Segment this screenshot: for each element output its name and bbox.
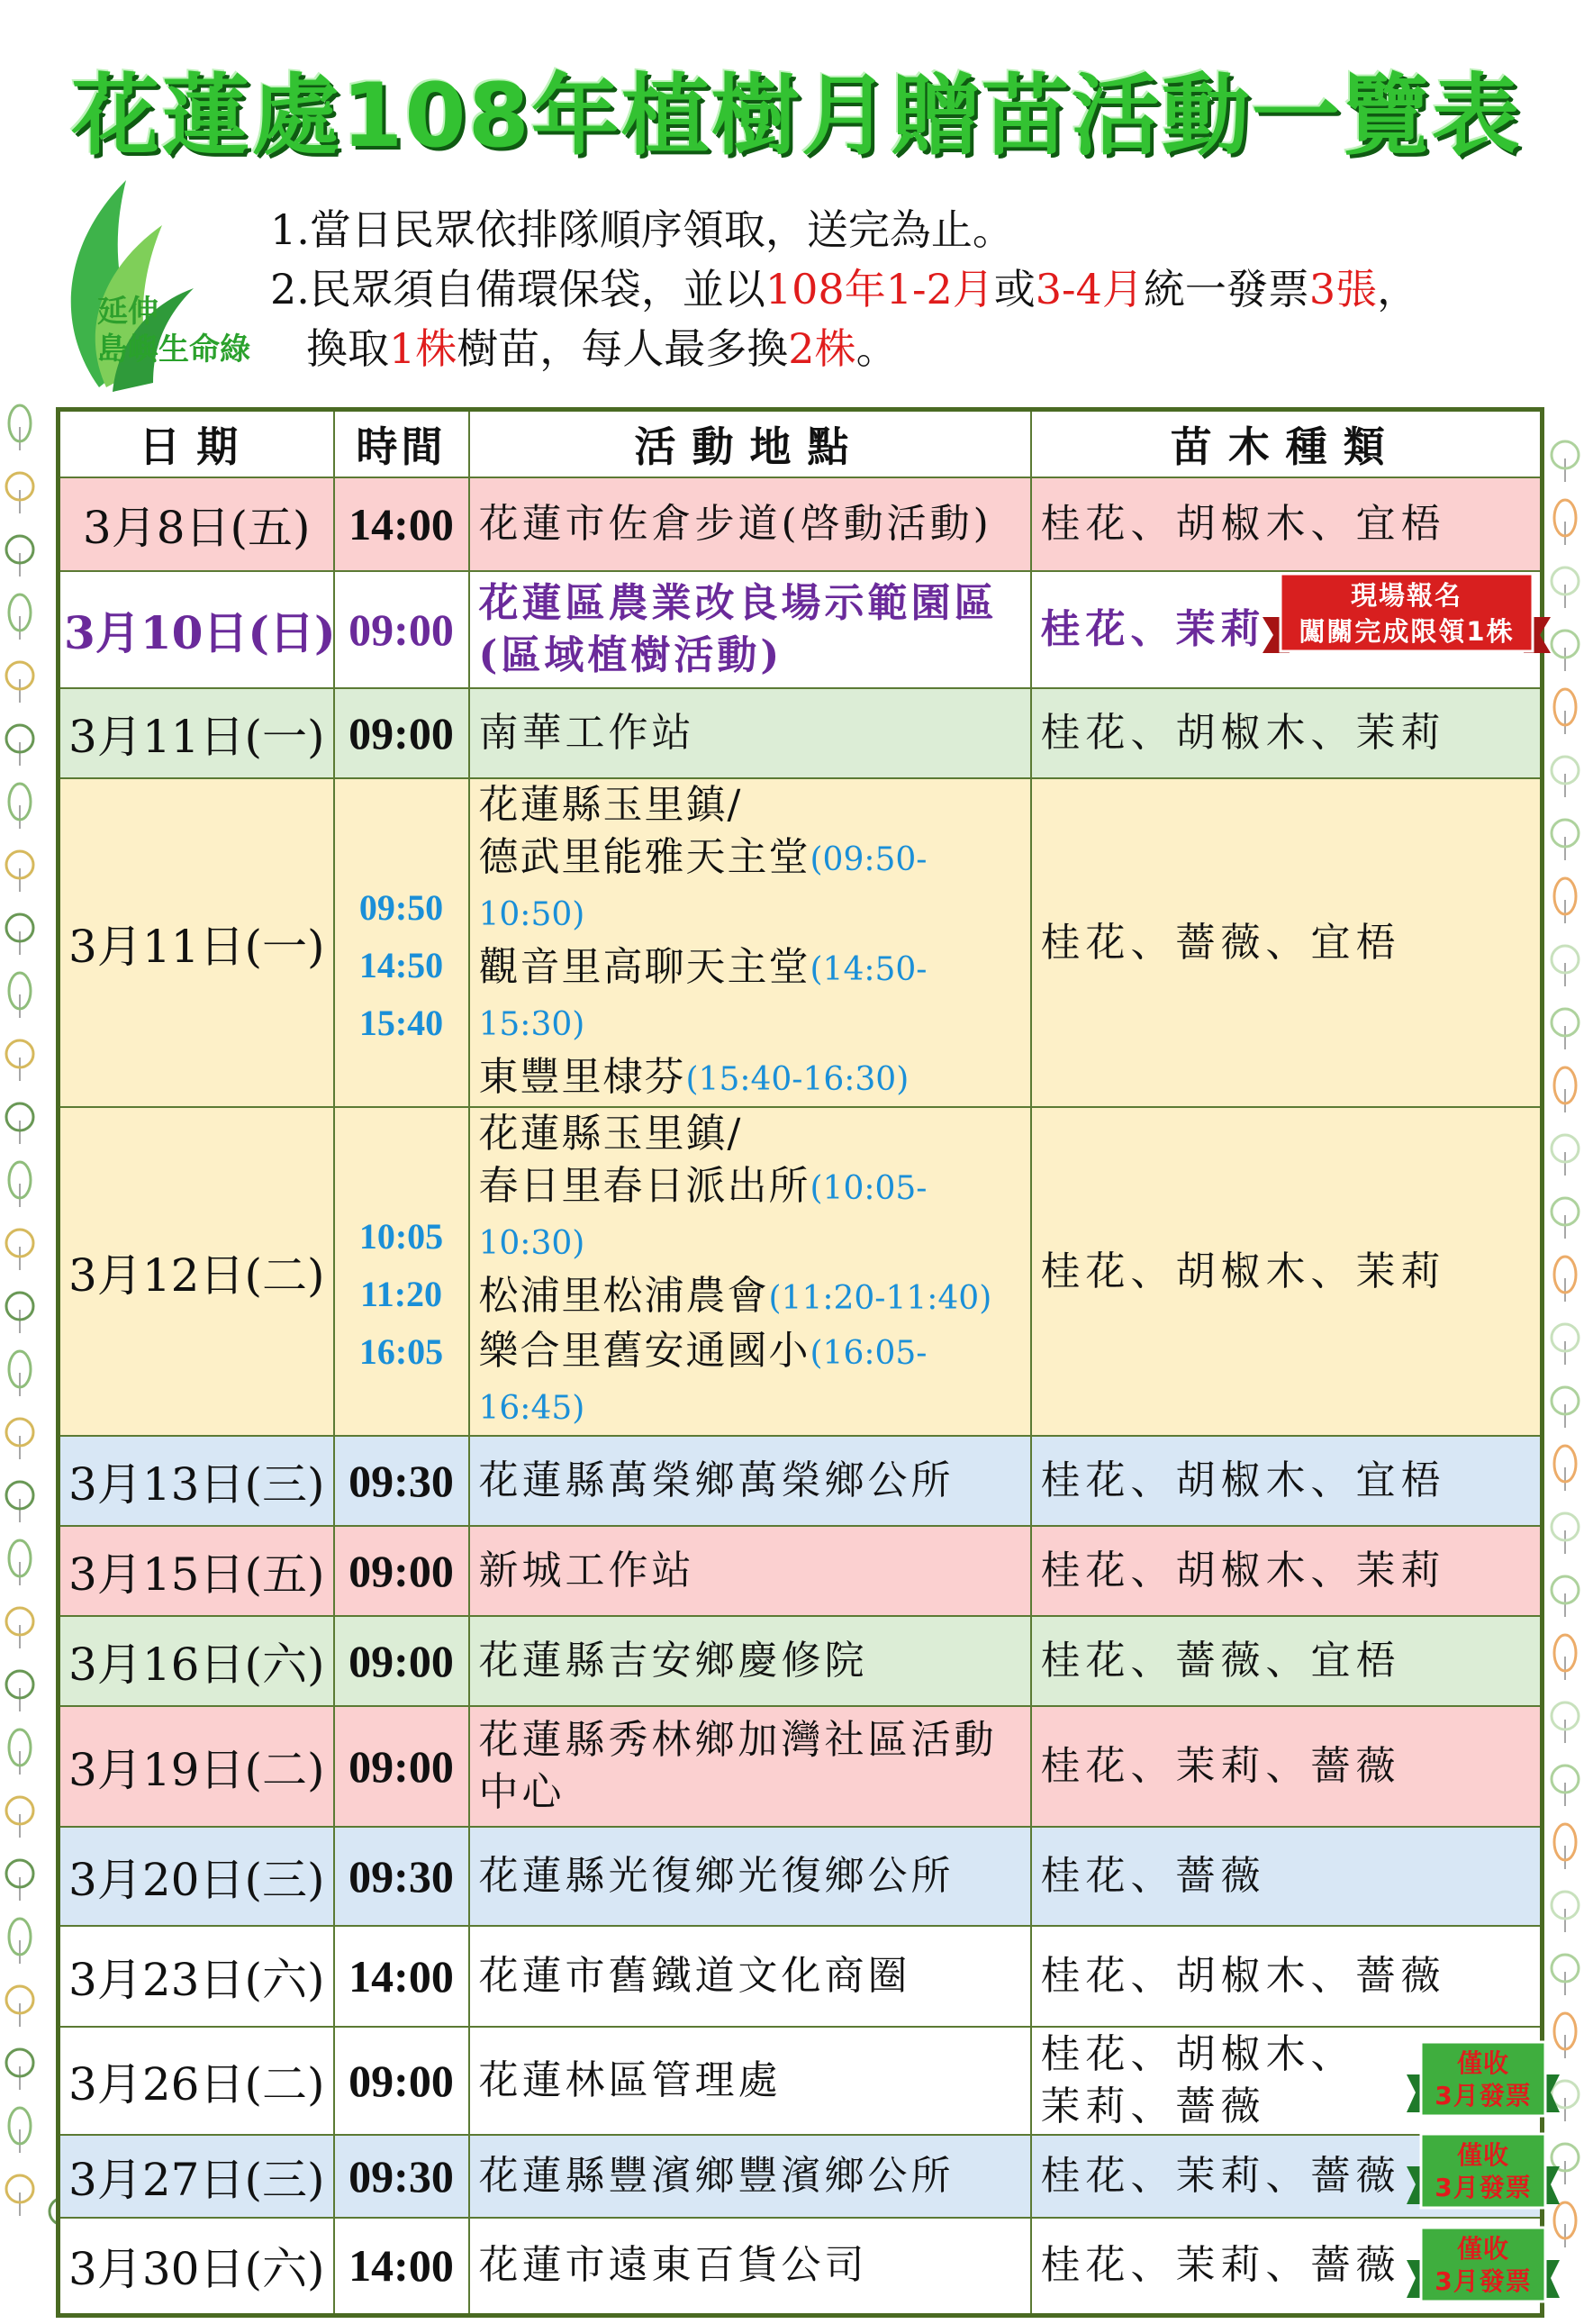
row-location: 花蓮市舊鐵道文化商圈	[469, 1926, 1031, 2027]
table-row	[59, 1107, 1543, 1436]
row-location	[469, 778, 1031, 1107]
row-location	[469, 571, 1031, 688]
tree-crown-icon	[9, 2108, 31, 2144]
tree-crown-icon	[9, 1919, 31, 1955]
sub-place: 德武里能雅天主堂	[478, 834, 810, 880]
sub-place: 松浦里松浦農會	[478, 1273, 769, 1319]
badge-text	[1263, 577, 1551, 649]
row-location: 新城工作站	[469, 1526, 1031, 1616]
tree-crown-icon	[1552, 946, 1579, 973]
location-head: 花蓮縣玉里鎮/	[478, 1111, 743, 1157]
notice-highlight: 2株	[788, 324, 856, 373]
tree-crown-icon	[1552, 1766, 1579, 1793]
row-date: 3月19日(二)	[59, 1706, 334, 1827]
leaf-logo-icon	[36, 171, 288, 405]
tree-crown-icon	[6, 1293, 33, 1320]
location-sub	[479, 1051, 1021, 1106]
tree-crown-icon	[1552, 757, 1579, 784]
tree-crown-icon	[6, 1482, 33, 1509]
row-location: 花蓮縣萬榮鄉萬榮鄉公所	[469, 1436, 1031, 1526]
row-trees	[1031, 2027, 1543, 2135]
logo-line-1: 延伸	[97, 294, 158, 330]
notice-text: 統一發票	[1143, 265, 1309, 313]
time-slot: 09:50	[358, 886, 444, 928]
tree-crown-icon	[1554, 1635, 1576, 1671]
march-invoice-badge	[1407, 2130, 1560, 2217]
badge-line-1: 僅收	[1456, 2048, 1509, 2078]
row-trees	[1031, 2135, 1543, 2218]
tree-crown-icon	[1554, 500, 1576, 536]
tree-crown-icon	[6, 662, 33, 689]
tree-crown-icon	[6, 1040, 33, 1067]
tree-crown-icon	[9, 1729, 31, 1766]
tree-crown-icon	[9, 1351, 31, 1387]
notice-1: 1.當日民眾依排隊順序領取，送完為止。	[270, 205, 1014, 254]
notice-text: 樹苗，每人最多換	[457, 324, 789, 373]
badge-text	[1407, 2233, 1560, 2298]
tree-crown-icon	[6, 1608, 33, 1635]
location-sub	[479, 1325, 1021, 1435]
time-slot: 14:50	[358, 944, 444, 985]
tree-crown-icon	[6, 1671, 33, 1698]
table-row	[59, 1827, 1543, 1926]
row-date: 3月13日(三)	[59, 1436, 334, 1526]
notice-highlight: 3張	[1308, 265, 1378, 313]
row-time: 09:30	[334, 1436, 469, 1526]
row-location	[469, 1706, 1031, 1827]
tree-crown-icon	[1552, 1955, 1579, 1982]
notice-text: 或	[993, 265, 1036, 313]
tree-crown-icon	[6, 2175, 33, 2202]
row-trees: 桂花、胡椒木、茉莉	[1031, 688, 1543, 778]
table-row	[59, 778, 1543, 1107]
row-date: 3月27日(三)	[59, 2135, 334, 2218]
table-header-row	[59, 410, 1543, 478]
row-location: 花蓮市遠東百貨公司	[469, 2218, 1031, 2315]
row-time: 09:00	[334, 1616, 469, 1706]
row-date: 3月8日(五)	[59, 477, 334, 571]
location-sub	[479, 831, 1021, 941]
row-time	[334, 1107, 469, 1436]
row-date: 3月15日(五)	[59, 1526, 334, 1616]
table-row	[59, 1706, 1543, 1827]
location-line-2: 中心	[478, 1769, 566, 1815]
sub-time: (10:05-10:30)	[478, 1170, 928, 1262]
table-row	[59, 688, 1543, 778]
sub-place: 觀音里高聊天主堂	[478, 944, 810, 990]
row-date: 3月20日(三)	[59, 1827, 334, 1926]
row-date: 3月11日(一)	[59, 778, 334, 1107]
row-trees: 桂花、薔薇	[1031, 1827, 1543, 1926]
tree-crown-icon	[1552, 820, 1579, 847]
sub-time: (14:50-15:30)	[478, 951, 928, 1043]
tree-crown-icon	[1552, 441, 1579, 468]
row-time: 09:00	[334, 1706, 469, 1827]
header-location: 活動地點	[469, 410, 1031, 478]
badge-line-1: 僅收	[1456, 2234, 1509, 2264]
row-location: 花蓮市佐倉步道(啓動活動)	[469, 477, 1031, 571]
table-row	[59, 1436, 1543, 1526]
row-trees: 桂花、胡椒木、薔薇	[1031, 1926, 1543, 2027]
tree-crown-icon	[6, 1419, 33, 1446]
tree-crown-icon	[1552, 1009, 1579, 1036]
tree-crown-icon	[9, 784, 31, 820]
trees-text: 桂花、茉莉、薔薇	[1040, 2242, 1401, 2289]
page-title: 花蓮處108年植樹月贈苗活動一覽表	[71, 65, 1522, 168]
row-time: 09:00	[334, 688, 469, 778]
row-trees: 桂花、胡椒木、茉莉	[1031, 1107, 1543, 1436]
row-time	[334, 778, 469, 1107]
tree-crown-icon	[6, 725, 33, 752]
notice-text: 2.民眾須自備環保袋，並以	[270, 265, 765, 313]
badge-line-2: 3月發票	[1435, 2173, 1532, 2202]
time-slot: 15:40	[358, 1002, 444, 1043]
notice-highlight: 3-4月	[1035, 265, 1144, 313]
badge-text	[1407, 2139, 1560, 2204]
row-date: 3月30日(六)	[59, 2218, 334, 2315]
location-line-1: 花蓮縣秀林鄉加灣社區活動	[478, 1717, 998, 1763]
tree-crown-icon	[1554, 1446, 1576, 1482]
notice-text: ，	[1377, 265, 1419, 313]
sub-time: (09:50-10:50)	[478, 841, 928, 933]
sub-time: (15:40-16:30)	[685, 1061, 910, 1098]
tree-crown-icon	[1552, 1135, 1579, 1162]
row-location: 花蓮縣豐濱鄉豐濱鄉公所	[469, 2135, 1031, 2218]
row-location: 花蓮縣吉安鄉慶修院	[469, 1616, 1031, 1706]
tree-crown-icon	[6, 1230, 33, 1257]
row-time: 09:00	[334, 1526, 469, 1616]
row-location	[469, 1107, 1031, 1436]
table-row	[59, 2135, 1543, 2218]
badge-text	[1407, 2047, 1560, 2112]
onsite-registration-badge	[1263, 570, 1551, 657]
row-time: 09:30	[334, 2135, 469, 2218]
trees-line-2: 茉莉、薔薇	[1040, 2083, 1266, 2129]
tree-crown-icon	[1554, 1067, 1576, 1103]
tree-crown-icon	[1554, 1824, 1576, 1860]
tree-crown-icon	[1552, 1513, 1579, 1540]
notice-highlight: 1株	[389, 324, 457, 373]
row-location: 花蓮縣光復鄉光復鄉公所	[469, 1827, 1031, 1926]
trees-line-1: 桂花、胡椒木、	[1040, 2031, 1356, 2077]
tree-crown-icon	[6, 1860, 33, 1887]
logo-line-2: 島嶼生命綠	[97, 331, 250, 368]
row-date: 3月23日(六)	[59, 1926, 334, 2027]
row-trees: 桂花、胡椒木、宜梧	[1031, 1436, 1543, 1526]
badge-line-2: 3月發票	[1435, 2081, 1532, 2111]
row-location: 南華工作站	[469, 688, 1031, 778]
march-invoice-badge	[1407, 2038, 1560, 2125]
location-line-1: 花蓮區農業改良場示範園區	[478, 580, 998, 626]
tree-crown-icon	[6, 2049, 33, 2076]
row-trees: 桂花、薔薇、宜梧	[1031, 1616, 1543, 1706]
row-time: 09:30	[334, 1827, 469, 1926]
row-trees: 桂花、胡椒木、宜梧	[1031, 477, 1543, 571]
row-trees	[1031, 571, 1543, 688]
notice-3	[270, 319, 1418, 378]
row-time: 14:00	[334, 1926, 469, 2027]
badge-line-2: 3月發票	[1435, 2266, 1532, 2296]
tree-crown-icon	[9, 405, 31, 441]
table-row	[59, 1616, 1543, 1706]
notice-highlight: 108年1-2月	[765, 265, 994, 313]
tree-crown-icon	[6, 851, 33, 878]
row-date: 3月11日(一)	[59, 688, 334, 778]
sub-time: (11:20-11:40)	[768, 1280, 992, 1317]
table-row	[59, 477, 1543, 571]
trees-text: 桂花、茉莉、薔薇	[1040, 2153, 1401, 2199]
tree-crown-icon	[9, 973, 31, 1009]
logo-slogan	[97, 293, 250, 368]
time-slot: 16:05	[358, 1330, 444, 1372]
time-slot: 10:05	[358, 1215, 444, 1257]
tree-crown-icon	[1552, 1387, 1579, 1414]
tree-crown-icon	[1552, 1892, 1579, 1919]
tree-crown-icon	[9, 1540, 31, 1576]
badge-line-2: 闖關完成限領1株	[1299, 616, 1515, 647]
row-time: 14:00	[334, 2218, 469, 2315]
time-slot: 11:20	[359, 1273, 443, 1314]
notice-text: 。	[855, 324, 898, 373]
schedule-table	[56, 407, 1544, 2318]
row-time: 14:00	[334, 477, 469, 571]
badge-line-1: 現場報名	[1350, 580, 1462, 611]
table-row	[59, 1526, 1543, 1616]
march-invoice-badge	[1407, 2224, 1560, 2310]
tree-crown-icon	[1554, 689, 1576, 725]
tree-crown-icon	[1552, 1198, 1579, 1225]
tree-crown-icon	[1552, 631, 1579, 658]
location-sub	[479, 1270, 1021, 1325]
table-row	[59, 1926, 1543, 2027]
table-row	[59, 2027, 1543, 2135]
header-trees: 苗木種類	[1031, 410, 1543, 478]
tree-crown-icon	[1552, 1702, 1579, 1729]
row-time: 09:00	[334, 571, 469, 688]
sub-time: (16:05-16:45)	[478, 1335, 928, 1427]
tree-crown-icon	[1554, 878, 1576, 914]
row-date: 3月26日(二)	[59, 2027, 334, 2135]
tree-crown-icon	[6, 1797, 33, 1824]
sub-place: 樂合里舊安通國小	[478, 1328, 810, 1374]
tree-crown-icon	[1552, 567, 1579, 595]
notice-text: 換取	[306, 324, 389, 373]
tree-crown-icon	[6, 473, 33, 500]
row-time: 09:00	[334, 2027, 469, 2135]
tree-crown-icon	[1552, 1576, 1579, 1603]
location-line-2: (區域植樹活動)	[478, 632, 783, 678]
row-trees: 桂花、茉莉、薔薇	[1031, 1706, 1543, 1827]
sub-place: 東豐里棣芬	[478, 1054, 686, 1100]
row-location: 花蓮林區管理處	[469, 2027, 1031, 2135]
trees-text: 桂花、茉莉	[1040, 606, 1266, 652]
row-date: 3月12日(二)	[59, 1107, 334, 1436]
table-row	[59, 2218, 1543, 2315]
location-sub	[479, 1160, 1021, 1270]
location-head: 花蓮縣玉里鎮/	[478, 782, 743, 828]
tree-crown-icon	[6, 914, 33, 941]
row-trees: 桂花、胡椒木、茉莉	[1031, 1526, 1543, 1616]
tree-crown-icon	[6, 536, 33, 563]
tree-crown-icon	[9, 1162, 31, 1198]
row-date: 3月16日(六)	[59, 1616, 334, 1706]
tree-crown-icon	[9, 595, 31, 631]
tree-crown-icon	[1554, 1257, 1576, 1293]
sub-place: 春日里春日派出所	[478, 1163, 810, 1209]
notice-block	[270, 200, 1418, 378]
table-row	[59, 571, 1543, 688]
tree-crown-icon	[6, 1103, 33, 1130]
location-sub	[479, 941, 1021, 1051]
header-date: 日期	[59, 410, 334, 478]
row-date: 3月10日(日)	[59, 571, 334, 688]
tree-crown-icon	[1552, 1324, 1579, 1351]
tree-crown-icon	[6, 1986, 33, 2013]
header-time: 時間	[334, 410, 469, 478]
notice-2	[270, 259, 1418, 319]
row-trees	[1031, 2218, 1543, 2315]
row-trees: 桂花、薔薇、宜梧	[1031, 778, 1543, 1107]
badge-line-1: 僅收	[1456, 2140, 1509, 2170]
